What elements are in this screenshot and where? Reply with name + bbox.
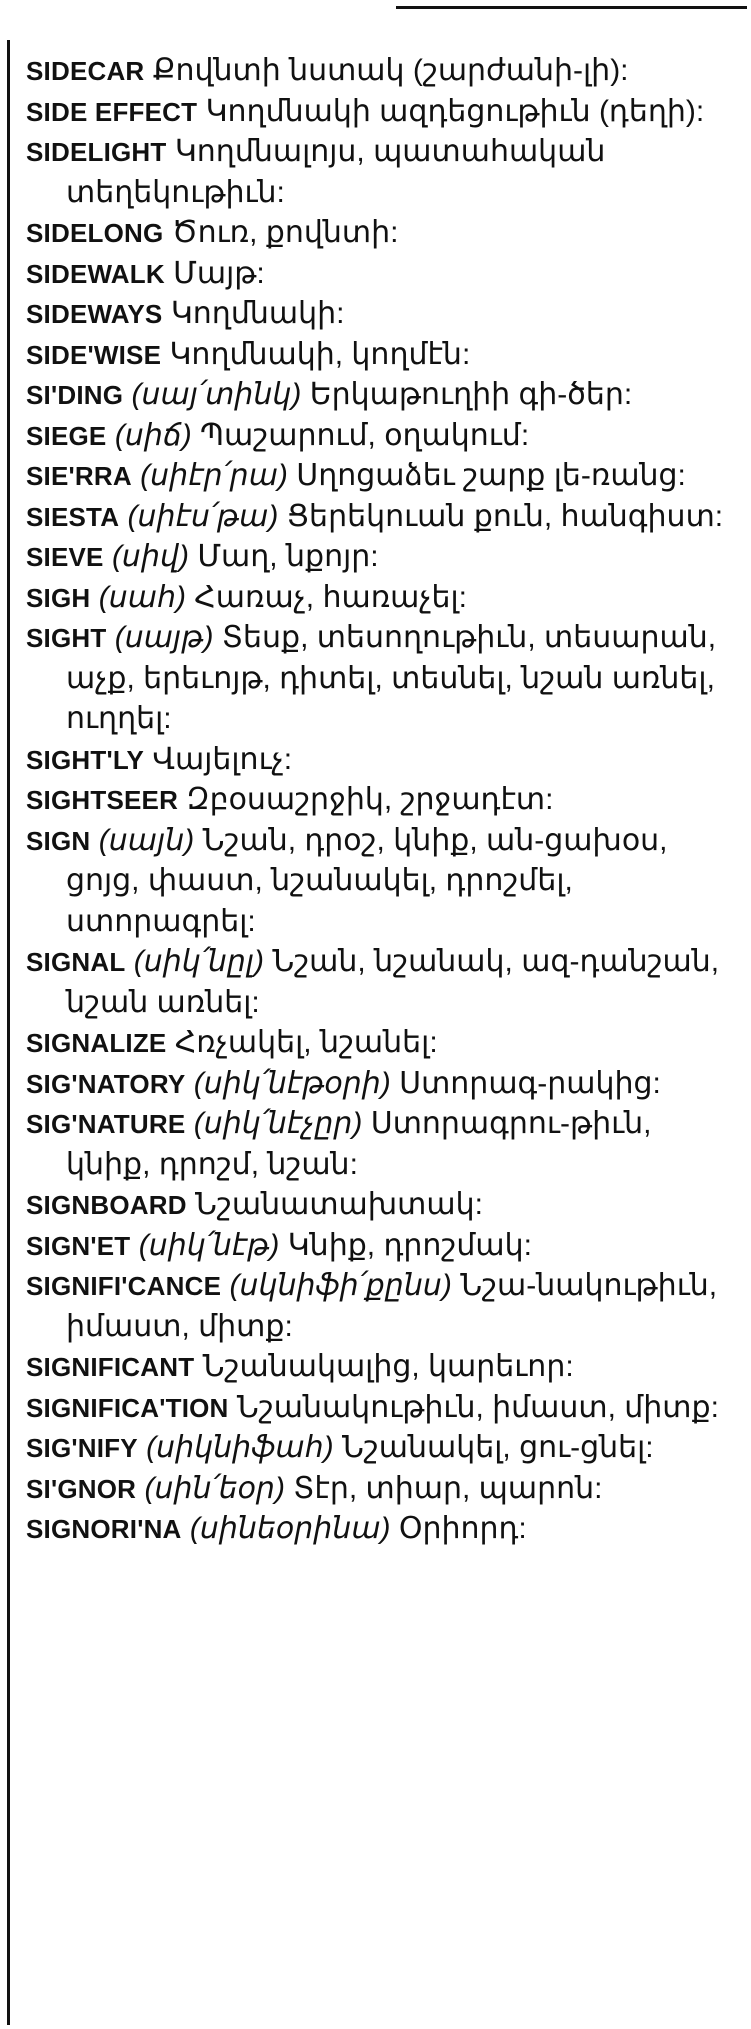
- headword: SIG'NATURE: [26, 1109, 186, 1139]
- definition: Տէր, տիար, պարոն:: [293, 1471, 603, 1505]
- definition: Նշանակել, ցու-ցնել:: [341, 1431, 654, 1464]
- entry: [26, 537, 726, 578]
- entry: [26, 416, 726, 457]
- top-rule: [396, 6, 747, 9]
- entry: [26, 578, 726, 619]
- definition: Կողմնակի:: [170, 297, 345, 330]
- entry: [26, 1388, 726, 1429]
- headword: SIDELONG: [26, 218, 164, 248]
- definition: Նշանակութիւն, իմաստ, միտք:: [236, 1390, 719, 1424]
- headword: SIGH: [26, 582, 91, 613]
- headword: SIDEWALK: [26, 258, 165, 289]
- entry: [26, 1509, 726, 1550]
- entry: [26, 1023, 726, 1064]
- pronunciation: (սիէր՛րա): [140, 459, 288, 492]
- headword: SIGNIFICANT: [26, 1352, 195, 1382]
- pronunciation: (սիկ՛նէթ): [138, 1228, 280, 1262]
- definition: Զբօսաշրջիկ, շրջադէտ:: [186, 783, 554, 816]
- entry: [26, 740, 726, 781]
- headword: SIDE'WISE: [26, 339, 162, 370]
- pronunciation: (սիճ): [114, 418, 192, 452]
- definition: Նշա-նակութիւն, իմաստ, միտք:: [66, 1269, 718, 1343]
- pronunciation: (սկնիֆի՛քընս): [229, 1269, 452, 1302]
- headword: SIGHT'LY: [26, 744, 145, 775]
- headword: SIGNIFICA'TION: [26, 1392, 229, 1423]
- entry: [26, 51, 726, 92]
- headword: SIGHTSEER: [26, 785, 179, 815]
- headword: SIGN: [26, 825, 91, 856]
- pronunciation: (սիկ՛նէչըր): [193, 1107, 363, 1140]
- entry: [26, 1064, 726, 1105]
- entry: [26, 1428, 726, 1469]
- entry: [26, 1104, 726, 1185]
- definition: Նշան, նշանակ, ազ-դանշան, նշան առնել:: [66, 945, 720, 1019]
- definition: Նշան, դրօշ, կնիք, ան-ցախօս, ցոյց, փաստ, նշանակել, դրոշմել, ստորագրել:: [66, 823, 668, 938]
- definition: Մայթ:: [173, 256, 265, 290]
- entry: [26, 375, 726, 416]
- definition: Ստորագ-րակից:: [399, 1066, 661, 1100]
- definition: Երկաթուղիի գի-ծեր:: [309, 378, 633, 411]
- headword: SIEVE: [26, 542, 104, 572]
- entry: [26, 92, 726, 133]
- entry: [26, 618, 726, 740]
- entry: [26, 780, 726, 821]
- entry: [26, 1266, 726, 1347]
- definition: Քովնտի նստակ (շարժանի-լի):: [152, 54, 629, 87]
- pronunciation: (սայթ): [114, 621, 214, 654]
- definition: Մաղ, նքոյր:: [197, 540, 379, 573]
- definition: Նշանատախտակ:: [195, 1188, 483, 1221]
- definition: Կողմնալոյս, պատահական տեղեկութիւն:: [66, 135, 606, 209]
- entry: [26, 213, 726, 254]
- entry: [26, 335, 726, 376]
- definition: Պաշարում, օղակում:: [200, 418, 530, 452]
- headword: SIGNIFI'CANCE: [26, 1271, 222, 1301]
- definition: Ցերեկուան քուն, հանգիստ:: [286, 499, 724, 533]
- pronunciation: (սին՛եօր): [144, 1471, 285, 1505]
- headword: SIDELIGHT: [26, 137, 167, 167]
- headword: SIGNALIZE: [26, 1028, 167, 1058]
- entry: [26, 821, 726, 943]
- headword: SI'GNOR: [26, 1473, 137, 1504]
- headword: SIGNBOARD: [26, 1190, 187, 1220]
- pronunciation: (սիէս՛թա): [127, 499, 279, 533]
- headword: SIGN'ET: [26, 1230, 131, 1261]
- entry: [26, 942, 726, 1023]
- headword: SIGHT: [26, 623, 107, 653]
- headword: SIG'NATORY: [26, 1068, 186, 1099]
- definition: Օրիորդ:: [398, 1512, 527, 1545]
- headword: SIDEWAYS: [26, 299, 163, 329]
- headword: SIE'RRA: [26, 461, 132, 491]
- headword: SIDE EFFECT: [26, 96, 198, 127]
- headword: SIG'NIFY: [26, 1433, 138, 1463]
- definition: Սղոցաձեւ շարք լե-ռանց:: [296, 459, 686, 492]
- entry: [26, 132, 726, 213]
- pronunciation: (սայ՛տինկ): [131, 378, 302, 411]
- definition: Վայելուչ:: [152, 742, 293, 776]
- pronunciation: (սիվ): [111, 540, 189, 573]
- definition: Նշանակալից, կարեւոր:: [202, 1350, 574, 1383]
- definition: Հառաչ, հառաչել:: [194, 580, 468, 614]
- definition: Տեսք, տեսողութիւն, տեսարան, աչք, երեւոյթ, դիտել, տեսնել, նշան առնել, ուղղել:: [66, 621, 717, 735]
- entry: [26, 1469, 726, 1510]
- entry: [26, 294, 726, 335]
- definition: Ծուռ, քովնտի:: [171, 216, 399, 249]
- margin-rule: [7, 40, 10, 2025]
- pronunciation: (սահ): [98, 580, 186, 614]
- definition: Հռչակել, նշանել:: [174, 1026, 438, 1059]
- entry: [26, 1226, 726, 1267]
- pronunciation: (սիկ՛նըլ): [133, 945, 265, 978]
- definition: Կողմնակի, կողմէն:: [169, 337, 471, 371]
- definition: Կողմնակի ազդեցութիւն (դեղի):: [205, 94, 705, 128]
- pronunciation: (սիկ՛նէթօրի): [193, 1066, 391, 1100]
- pronunciation: (սիկնիֆահ): [146, 1431, 334, 1464]
- pronunciation: (սինեօրինա): [189, 1512, 391, 1545]
- definition: Կնիք, դրոշմակ:: [287, 1228, 532, 1262]
- headword: SI'DING: [26, 380, 124, 410]
- entry: [26, 497, 726, 538]
- headword: SIDECAR: [26, 56, 145, 86]
- dictionary-entries: [26, 51, 726, 1550]
- entry: [26, 1347, 726, 1388]
- headword: SIGNORI'NA: [26, 1514, 182, 1544]
- entry: [26, 1185, 726, 1226]
- entry: [26, 456, 726, 497]
- pronunciation: (սայն): [98, 823, 195, 857]
- entry: [26, 254, 726, 295]
- definition: Ստորագրու-թիւն, կնիք, դրոշմ, նշան:: [66, 1107, 652, 1181]
- headword: SIGNAL: [26, 947, 126, 977]
- headword: SIEGE: [26, 420, 107, 451]
- headword: SIESTA: [26, 501, 120, 532]
